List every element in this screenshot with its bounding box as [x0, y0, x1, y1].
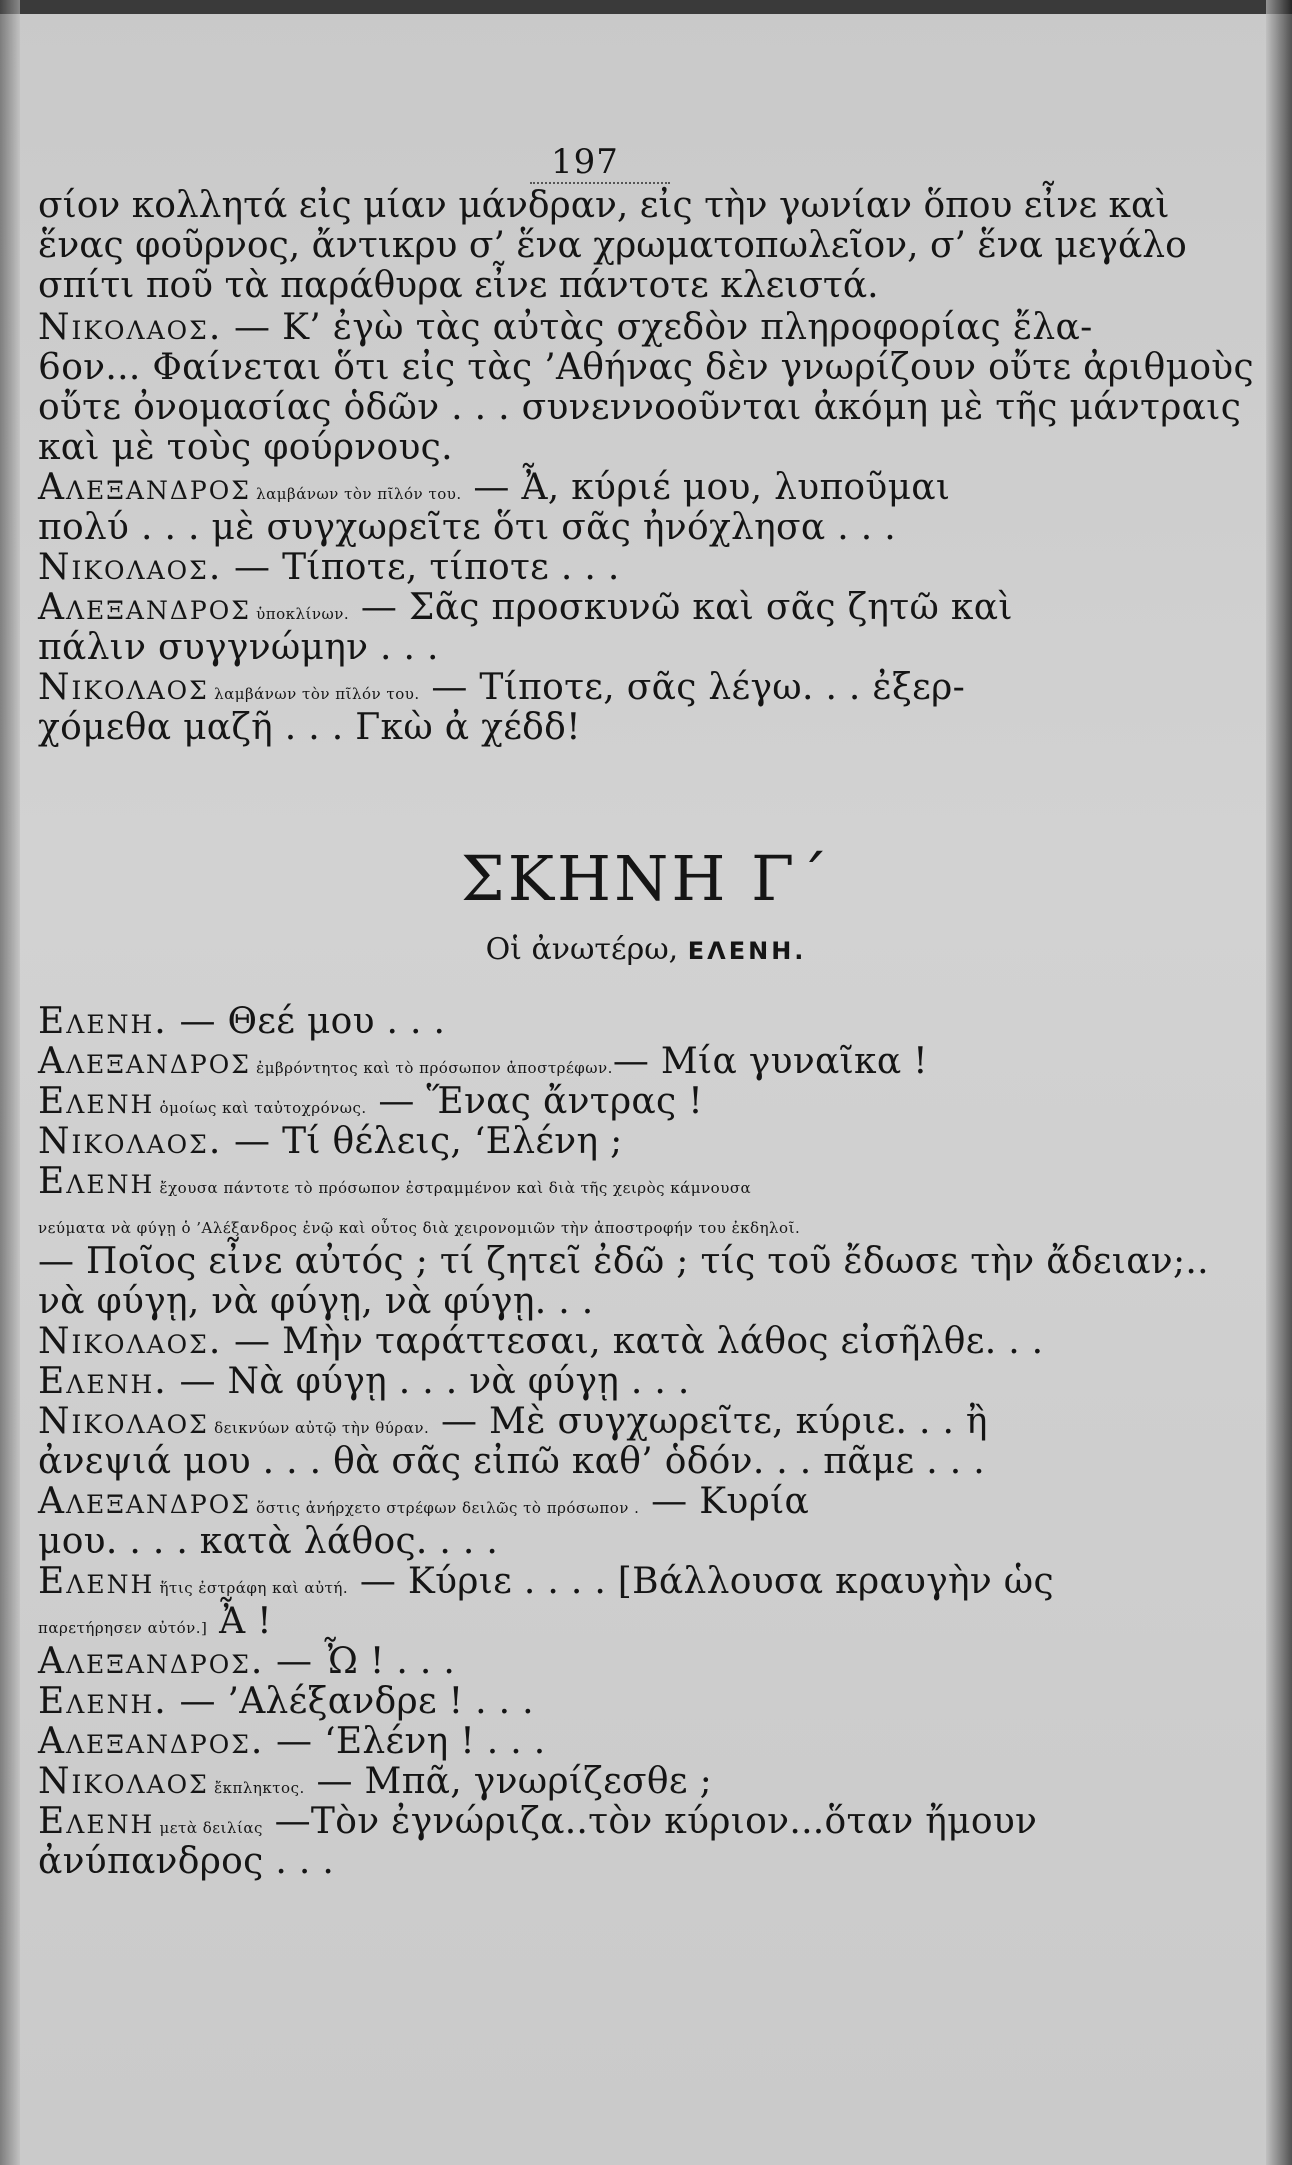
spoken-text: καὶ μὲ τοὺς φούρνους. [38, 427, 453, 468]
dialogue-line [38, 1362, 1098, 1402]
stage-direction: δεικνύων αὐτῷ τὴν θύραν. [208, 1419, 430, 1437]
scene-subtitle [0, 932, 1292, 967]
speaker-name: Νικολαος. [38, 1121, 223, 1162]
dialogue-line [38, 1162, 1098, 1202]
stage-direction: παρετήρησεν αὐτόν.] [38, 1619, 208, 1637]
spoken-text: μου. . . . κατὰ λάθος. . . . [38, 1521, 499, 1562]
scene-subtitle-name: ΕΛΕΝΗ. [687, 937, 807, 965]
speaker-name: Ελενη [38, 1081, 155, 1122]
speaker-name: Νικολαος. [38, 1321, 223, 1362]
scan-right-edge [1266, 0, 1292, 2165]
dialogue-line [38, 1522, 1098, 1562]
spoken-text: — ‘Ελένη ! . . . [264, 1721, 546, 1762]
text-line: σίον κολλητά εἰς μίαν μάνδραν, εἰς τὴν γωνίαν ὅπου εἶνε καὶ [38, 185, 1170, 226]
text-line: σπίτι ποῦ τὰ παράθυρα εἶνε πάντοτε κλειστά. [38, 265, 879, 306]
spoken-text: — Ποῖος εἶνε αὐτός ; τί ζητεῖ ἐδῶ ; τίς τοῦ ἔδωσε τὴν ἄδειαν;.. [38, 1241, 1209, 1282]
dialogue-line [38, 1762, 1098, 1802]
spoken-text: — Τί θέλεις, ‘Ελένη ; [222, 1121, 623, 1162]
speaker-name: Αλεξανδρος [38, 587, 251, 628]
dialogue-line [38, 1202, 1098, 1242]
spoken-text: χόμεθα μαζῆ . . . Γκὼ ἀ χέδδ! [38, 707, 581, 748]
speaker-name: Ελενη [38, 1161, 155, 1202]
spoken-text: πάλιν συγγνώμην . . . [38, 627, 439, 668]
stage-direction: ὅστις ἀνήρχετο στρέφων δειλῶς τὸ πρόσωπον . [250, 1499, 640, 1517]
dialogue-line [38, 1082, 1098, 1122]
spoken-text: Ἆ ! [207, 1601, 272, 1642]
dialogue-line [38, 1682, 1098, 1722]
speaker-name: Αλεξανδρος [38, 1481, 251, 1522]
top-paragraph [38, 185, 1187, 306]
speaker-name: Νικολαος [38, 1401, 209, 1442]
spoken-text: ἀνύπανδρος . . . [38, 1841, 335, 1882]
dialogue-line [38, 1241, 1209, 1282]
dialogue-section-1 [38, 307, 1254, 748]
dialogue-line [38, 668, 1098, 708]
dialogue-line [38, 1562, 1098, 1602]
speaker-name: Αλεξανδρος. [38, 1721, 265, 1762]
text-line: ἕνας φοῦρνος, ἄντικρυ σ’ ἕνα χρωματοπωλεῖον, σ’ ἕνα μεγάλο [38, 225, 1187, 266]
stage-direction: ἔχουσα πάντοτε τὸ πρόσωπον ἐστραμμένον καὶ διὰ τῆς χειρὸς κάμνουσα [154, 1179, 752, 1197]
speaker-name: Νικολαος [38, 1761, 209, 1802]
spoken-text: — Κύριε . . . . [Βάλλουσα κραυγὴν ὡς [348, 1561, 1054, 1602]
dialogue-line [38, 1722, 1098, 1762]
speaker-name: Ελενη. [38, 1681, 168, 1722]
dialogue-line [38, 1042, 1098, 1082]
dialogue-line [38, 1002, 1098, 1042]
spoken-text: — Νὰ φύγῃ . . . νὰ φύγῃ . . . [167, 1361, 690, 1402]
scan-top-edge [0, 0, 1292, 14]
dialogue-line [38, 428, 1098, 468]
spoken-text: νὰ φύγῃ, νὰ φύγῃ, νὰ φύγῃ. . . [38, 1281, 594, 1322]
dialogue-line [38, 347, 1254, 388]
speaker-name: Ελενη [38, 1801, 155, 1842]
scan-left-edge [0, 0, 20, 2165]
stage-direction: ἐμβρόντητος καὶ τὸ πρόσωπον ἀποστρέφων. [250, 1059, 613, 1077]
speaker-name: Αλεξανδρος. [38, 1641, 265, 1682]
spoken-text: — Θεέ μου . . . [167, 1001, 446, 1042]
spoken-text: — Σᾶς προσκυνῶ καὶ σᾶς ζητῶ καὶ [349, 587, 1013, 628]
page-number: 197 [551, 142, 619, 182]
page-number-rule [530, 182, 670, 184]
dialogue-line [38, 628, 1098, 668]
spoken-text: — Κ’ ἐγὼ τὰς αὐτὰς σχεδὸν πληροφορίας ἔλα- [222, 307, 1093, 348]
spoken-text: — Μὲ συγχωρεῖτε, κύριε. . . ἢ [429, 1401, 988, 1442]
spoken-text: — Ὦ ! . . . [264, 1641, 456, 1682]
dialogue-line [38, 548, 1098, 588]
scene-subtitle-prefix: Οἱ ἀνωτέρω, [485, 932, 679, 967]
scene-title: ΣΚΗΝΗ Γ΄ [460, 842, 832, 915]
dialogue-section-2 [38, 1001, 1209, 1882]
dialogue-line [38, 1442, 1098, 1482]
dialogue-line [38, 1402, 1098, 1442]
dialogue-line [38, 308, 1098, 348]
dialogue-line [38, 1482, 1098, 1522]
dialogue-line [38, 1842, 1098, 1882]
dialogue-line [38, 588, 1098, 628]
spoken-text: — Τίποτε, σᾶς λέγω. . . ἐξερ- [419, 667, 966, 708]
dialogue-line [38, 1802, 1098, 1842]
speaker-name: Αλεξανδρος [38, 467, 251, 508]
stage-direction: λαμβάνων τὸν πῖλόν του. [208, 685, 420, 703]
speaker-name: Ελενη [38, 1561, 155, 1602]
dialogue-line [38, 1642, 1098, 1682]
speaker-name: Νικολαος. [38, 307, 223, 348]
stage-direction: μετὰ δειλίας [154, 1819, 263, 1837]
stage-direction: ἥτις ἐστράφη καὶ αὐτή. [154, 1579, 349, 1597]
stage-direction: ὁμοίως καὶ ταὐτοχρόνως. [154, 1099, 367, 1117]
speaker-name: Νικολαος. [38, 547, 223, 588]
dialogue-line [38, 1282, 1098, 1322]
dialogue-line [38, 387, 1242, 428]
spoken-text: — Μὴν ταράττεσαι, κατὰ λάθος εἰσῆλθε. . . [222, 1321, 1044, 1362]
spoken-text: —Τὸν ἐγνώριζα..τὸν κύριον...ὅταν ἤμουν [262, 1801, 1038, 1842]
spoken-text: 6ον... Φαίνεται ὅτι εἰς τὰς ’Αθήνας δὲν γνωρίζουν οὔτε ἀριθμοὺς [38, 347, 1254, 388]
speaker-name: Αλεξανδρος [38, 1041, 251, 1082]
spoken-text: ἀνεψιά μου . . . θὰ σᾶς εἰπῶ καθ’ ὁδόν. . . πᾶμε . . . [38, 1441, 985, 1482]
spoken-text: — Μπᾶ, γνωρίζεσθε ; [304, 1761, 713, 1802]
stage-direction: λαμβάνων τὸν πῖλόν του. [250, 485, 462, 503]
speaker-name: Ελενη. [38, 1361, 168, 1402]
dialogue-line [38, 708, 1098, 748]
spoken-text: — ’Αλέξανδρε ! . . . [167, 1681, 534, 1722]
spoken-text: — Τίποτε, τίποτε . . . [222, 547, 620, 588]
dialogue-line [38, 1322, 1098, 1362]
stage-direction: ὑποκλίνων. [250, 605, 350, 623]
spoken-text: οὔτε ὀνομασίας ὁδῶν . . . συνεννοοῦνται ἀκόμη μὲ τῆς μάντραις [38, 387, 1242, 428]
spoken-text: πολύ . . . μὲ συγχωρεῖτε ὅτι σᾶς ἠνόχλησα . . . [38, 507, 896, 548]
dialogue-line [38, 1602, 1098, 1642]
stage-direction: ἔκπληκτος. [208, 1779, 305, 1797]
speaker-name: Ελενη. [38, 1001, 168, 1042]
dialogue-line [38, 468, 1098, 508]
dialogue-line [38, 1122, 1098, 1162]
spoken-text: — Μία γυναῖκα ! [612, 1041, 928, 1082]
speaker-name: Νικολαος [38, 667, 209, 708]
stage-direction: νεύματα νὰ φύγῃ ὁ ’Αλέξανδρος ἐνῷ καὶ οὗτος διὰ χειρονομιῶν τὴν ἀποστροφήν του ἐκδηλοῖ. [38, 1219, 801, 1237]
spoken-text: — Κυρία [639, 1481, 810, 1522]
spoken-text: — Ἕνας ἄντρας ! [366, 1081, 704, 1122]
dialogue-line [38, 508, 1098, 548]
spoken-text: — Ἆ, κύριέ μου, λυποῦμαι [461, 467, 951, 508]
